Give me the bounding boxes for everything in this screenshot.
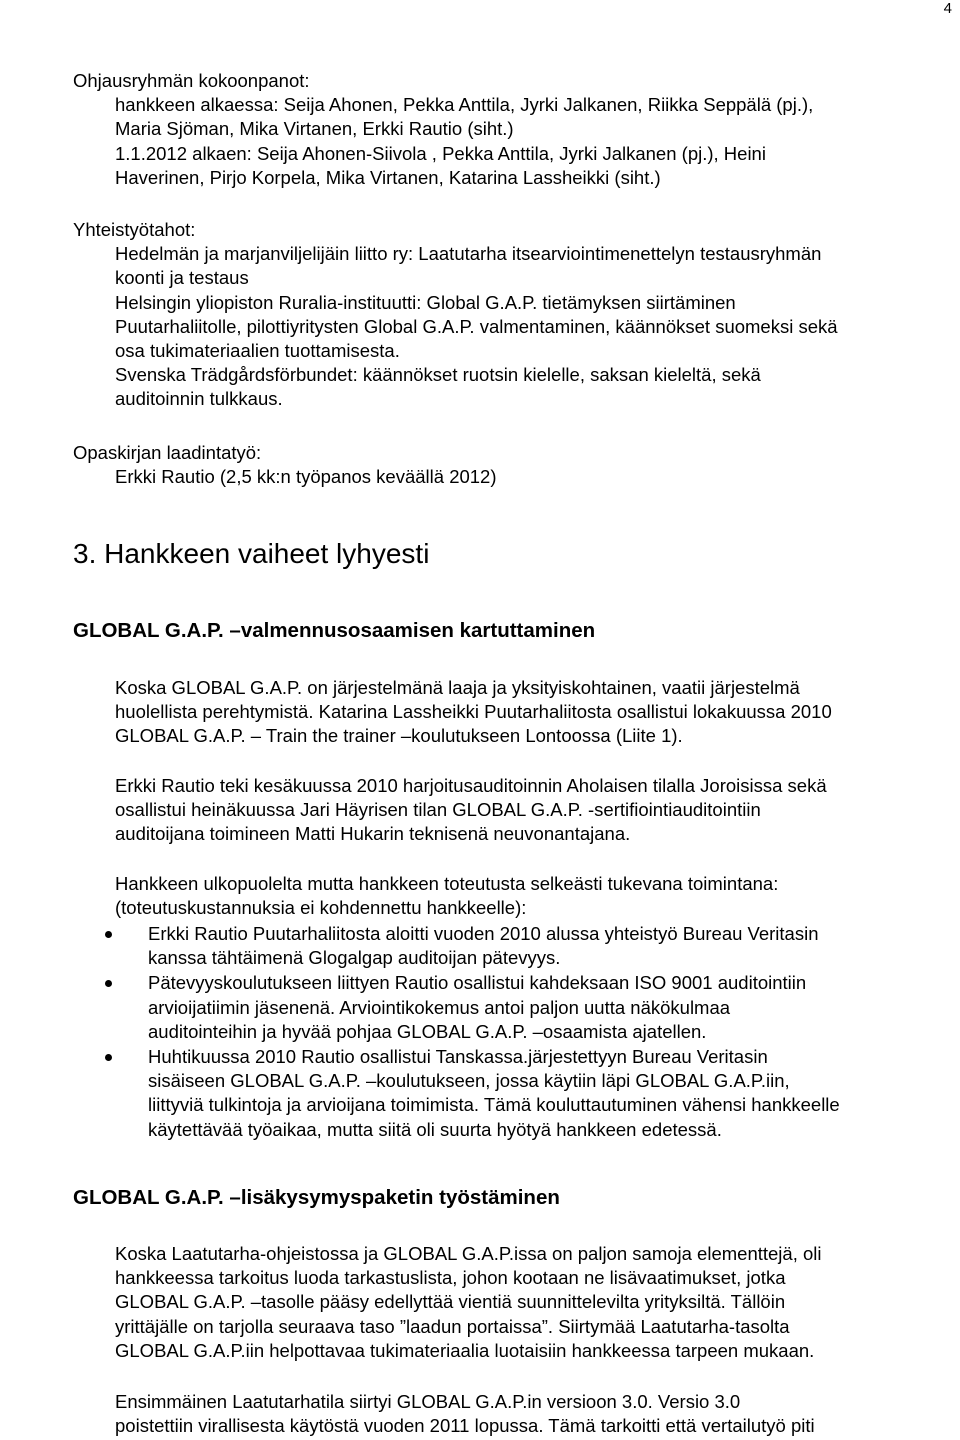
partners-heading: Yhteistyötahot: <box>73 219 196 240</box>
list-item-line: Pätevyyskoulutukseen liittyen Rautio osallistui kahdeksaan ISO 9001 auditointiin <box>148 972 807 994</box>
list-item-line: sisäiseen GLOBAL G.A.P. –koulutukseen, jossa käytiin läpi GLOBAL G.A.P.iin, <box>148 1070 790 1092</box>
list-item-line: Erkki Rautio Puutarhaliitosta aloitti vuoden 2010 alussa yhteistyö Bureau Veritasin <box>148 923 819 944</box>
list-item-line: kanssa tähtäimenä Glogalgap auditoijan pätevyys. <box>148 947 561 969</box>
paragraph-line: osallistui heinäkuussa Jari Häyrisen tilan GLOBAL G.A.P. -sertifiointiauditointiin <box>115 799 761 821</box>
page-number: 4 <box>943 0 952 17</box>
guide-section <box>73 441 953 489</box>
paragraph-line: GLOBAL G.A.P. – Train the trainer –koulutukseen Lontoossa (Liite 1). <box>115 725 683 747</box>
paragraph-line: poistettiin virallisesta käytöstä vuoden 2011 lopussa. Tämä tarkoitti että vertailutyö piti <box>115 1415 815 1437</box>
paragraph <box>115 872 955 920</box>
list-item-line: auditointeihin ja hyvää pohjaa GLOBAL G.A.P. –osaamista ajatellen. <box>148 1020 707 1042</box>
paragraph-line: Ensimmäinen Laatutarhatila siirtyi GLOBAL G.A.P.in versioon 3.0. Versio 3.0 <box>115 1391 741 1412</box>
section-title: 3. Hankkeen vaiheet lyhyesti <box>73 538 430 569</box>
paragraph-line: GLOBAL G.A.P.iin helpottavaa tukimateriaalia luotaisiin hankkeessa tarpeen mukaan. <box>115 1339 815 1361</box>
paragraph-line: hankkeessa tarkoitus luoda tarkastuslista, johon kootaan ne lisävaatimukset, jotka <box>115 1267 786 1289</box>
steering-heading: Ohjausryhmän kokoonpanot: <box>73 70 310 91</box>
list-item-line: Huhtikuussa 2010 Rautio osallistui Tanskassa.järjestettyyn Bureau Veritasin <box>148 1046 768 1068</box>
steering-line: 1.1.2012 alkaen: Seija Ahonen-Siivola , Pekka Anttila, Jyrki Jalkanen (pj.), Heini <box>115 142 766 164</box>
bullet-icon <box>105 931 112 938</box>
list-item-line: käytettävää työaikaa, mutta siitä oli suurta hyötyä hankkeen edetessä. <box>148 1118 722 1140</box>
paragraph <box>115 1242 955 1363</box>
paragraph <box>115 676 955 749</box>
paragraph-line: GLOBAL G.A.P. –tasolle pääsy edellyttää vientiä suunnittelevilta yrityksiltä. Tällöin <box>115 1291 786 1313</box>
partners-line: osa tukimateriaalien tuottamisesta. <box>115 340 400 362</box>
paragraph-line: Koska Laatutarha-ohjeistossa ja GLOBAL G.A.P.issa on paljon samoja elementtejä, oli <box>115 1243 822 1264</box>
partners-line: Helsingin yliopiston Ruralia-instituutti: Global G.A.P. tietämyksen siirtäminen <box>115 291 736 313</box>
paragraph-line: (toteutuskustannuksia ei kohdennettu hankkeelle): <box>115 897 527 919</box>
subsection-title: GLOBAL G.A.P. –valmennusosaamisen kartuttaminen <box>73 619 596 642</box>
paragraph-line: Koska GLOBAL G.A.P. on järjestelmänä laaja ja yksityiskohtainen, vaatii järjestelmä <box>115 677 800 698</box>
bullet-icon <box>105 980 112 987</box>
paragraph <box>115 774 955 847</box>
list-item-line: arvioijatiimin jäsenenä. Arviointikokemus antoi paljon uutta näkökulmaa <box>148 996 731 1018</box>
bullet-list <box>105 922 955 1142</box>
partners-line: Hedelmän ja marjanviljelijäin liitto ry: Laatutarha itsearviointimenettelyn testausryhmän <box>115 243 822 265</box>
steering-line: Maria Sjöman, Mika Virtanen, Erkki Rautio (siht.) <box>115 118 514 140</box>
guide-heading: Opaskirjan laadintatyö: <box>73 442 262 463</box>
steering-line: hankkeen alkaessa: Seija Ahonen, Pekka Anttila, Jyrki Jalkanen, Riikka Seppälä (pj.), <box>115 94 814 116</box>
partners-line: Svenska Trädgårdsförbundet: käännökset ruotsin kielelle, saksan kieleltä, sekä <box>115 364 761 386</box>
paragraph <box>115 1390 955 1438</box>
partners-line: auditoinnin tulkkaus. <box>115 388 283 410</box>
list-item-line: liittyviä tulkintoja ja arvioijana toimimista. Tämä kouluttautuminen vähensi hankkeelle <box>148 1094 840 1116</box>
paragraph-line: Erkki Rautio teki kesäkuussa 2010 harjoitusauditoinnin Aholaisen tilalla Joroisissa sekä <box>115 775 827 796</box>
list-item <box>105 922 955 970</box>
paragraph-line: Hankkeen ulkopuolelta mutta hankkeen toteutusta selkeästi tukevana toimintana: <box>115 873 779 894</box>
paragraph-line: huolellista perehtymistä. Katarina Lassheikki Puutarhaliitosta osallistui lokakuussa 2010 <box>115 701 832 723</box>
paragraph-line: auditoijana toimineen Matti Hukarin teknisenä neuvonantajana. <box>115 823 631 845</box>
steering-line: Haverinen, Pirjo Korpela, Mika Virtanen, Katarina Lassheikki (siht.) <box>115 166 661 188</box>
partners-line: Puutarhaliitolle, pilottiyritysten Global G.A.P. valmentaminen, käännökset suomeksi sekä <box>115 315 838 337</box>
paragraph-line: yrittäjälle on tarjolla seuraava taso ”laadun portaissa”. Siirtymää Laatutarha-tasolta <box>115 1315 790 1337</box>
guide-line: Erkki Rautio (2,5 kk:n työpanos keväällä 2012) <box>115 466 497 488</box>
subsection-title: GLOBAL G.A.P. –lisäkysymyspaketin työstäminen <box>73 1186 560 1209</box>
partners-section <box>73 218 953 412</box>
list-item <box>105 1045 955 1142</box>
steering-group-section <box>73 69 953 190</box>
list-item <box>105 971 955 1044</box>
partners-line: koonti ja testaus <box>115 267 249 289</box>
bullet-icon <box>105 1054 112 1061</box>
